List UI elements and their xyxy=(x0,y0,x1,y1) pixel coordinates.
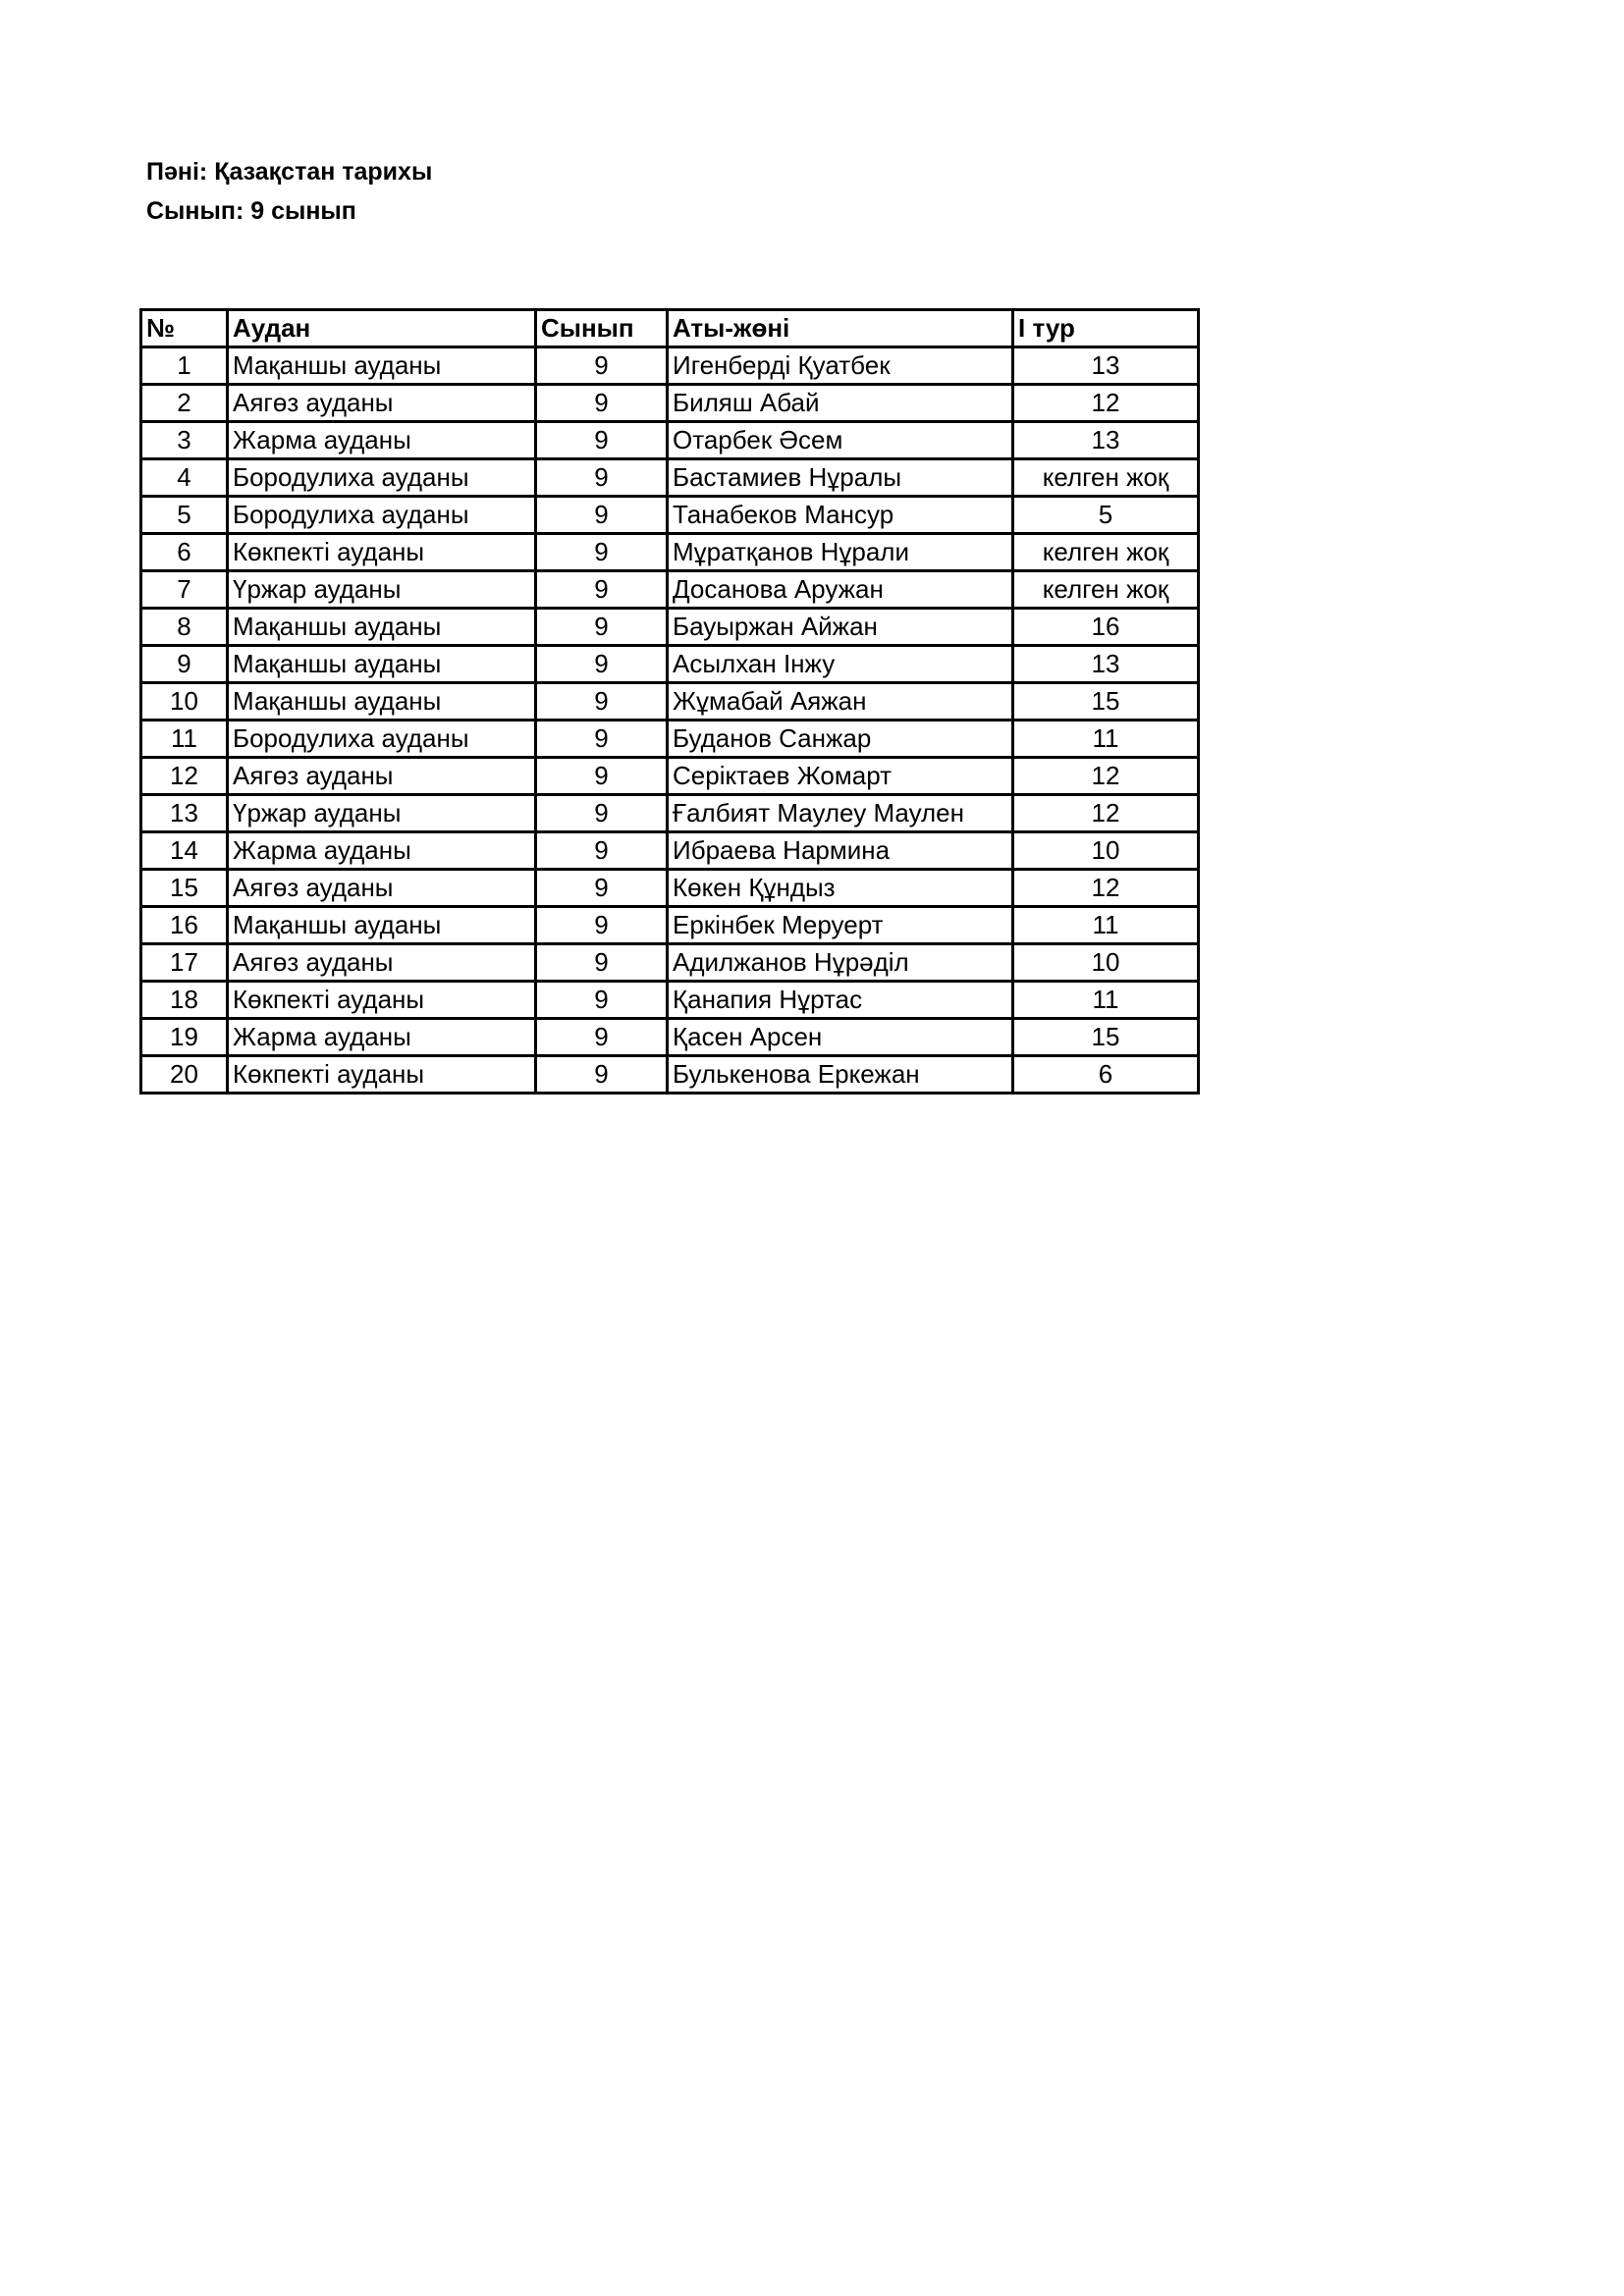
cell-tour1: 12 xyxy=(1013,758,1199,795)
column-header-number: № xyxy=(141,310,228,347)
cell-number: 8 xyxy=(141,609,228,646)
cell-district: Бородулиха ауданы xyxy=(228,497,536,534)
cell-tour1: 5 xyxy=(1013,497,1199,534)
cell-name: Мұратқанов Нұрали xyxy=(668,534,1013,571)
table-row xyxy=(141,534,1199,571)
results-table xyxy=(139,308,1200,1095)
cell-grade: 9 xyxy=(536,870,668,907)
table-row xyxy=(141,347,1199,385)
table-row xyxy=(141,646,1199,683)
cell-district: Мақаншы ауданы xyxy=(228,683,536,721)
cell-number: 9 xyxy=(141,646,228,683)
cell-district: Аягөз ауданы xyxy=(228,870,536,907)
cell-district: Мақаншы ауданы xyxy=(228,347,536,385)
cell-tour1: келген жоқ xyxy=(1013,459,1199,497)
cell-name: Игенберді Қуатбек xyxy=(668,347,1013,385)
table-row xyxy=(141,907,1199,944)
cell-number: 13 xyxy=(141,795,228,832)
column-header-name: Аты-жөні xyxy=(668,310,1013,347)
cell-district: Бородулиха ауданы xyxy=(228,459,536,497)
cell-grade: 9 xyxy=(536,534,668,571)
cell-district: Мақаншы ауданы xyxy=(228,646,536,683)
table-row xyxy=(141,497,1199,534)
table-body xyxy=(141,347,1199,1094)
column-header-tour1: I тур xyxy=(1013,310,1199,347)
cell-name: Досанова Аружан xyxy=(668,571,1013,609)
cell-number: 17 xyxy=(141,944,228,982)
table-row xyxy=(141,459,1199,497)
cell-number: 10 xyxy=(141,683,228,721)
cell-tour1: 12 xyxy=(1013,795,1199,832)
cell-district: Бородулиха ауданы xyxy=(228,721,536,758)
cell-tour1: 13 xyxy=(1013,422,1199,459)
cell-number: 3 xyxy=(141,422,228,459)
cell-name: Асылхан Інжу xyxy=(668,646,1013,683)
table-row xyxy=(141,1056,1199,1094)
table-row xyxy=(141,832,1199,870)
cell-grade: 9 xyxy=(536,683,668,721)
cell-name: Буданов Санжар xyxy=(668,721,1013,758)
cell-grade: 9 xyxy=(536,907,668,944)
cell-grade: 9 xyxy=(536,721,668,758)
cell-tour1: келген жоқ xyxy=(1013,571,1199,609)
cell-number: 11 xyxy=(141,721,228,758)
subject-line: Пәні: Қазақстан тарихы xyxy=(146,158,433,186)
cell-district: Жарма ауданы xyxy=(228,832,536,870)
table-row xyxy=(141,721,1199,758)
cell-tour1: келген жоқ xyxy=(1013,534,1199,571)
table-row xyxy=(141,422,1199,459)
cell-tour1: 12 xyxy=(1013,385,1199,422)
table-header xyxy=(141,310,1199,347)
cell-grade: 9 xyxy=(536,758,668,795)
cell-tour1: 15 xyxy=(1013,1019,1199,1056)
column-header-district: Аудан xyxy=(228,310,536,347)
cell-number: 2 xyxy=(141,385,228,422)
cell-number: 5 xyxy=(141,497,228,534)
cell-name: Адилжанов Нұрәділ xyxy=(668,944,1013,982)
cell-name: Биляш Абай xyxy=(668,385,1013,422)
cell-tour1: 6 xyxy=(1013,1056,1199,1094)
cell-name: Бауыржан Айжан xyxy=(668,609,1013,646)
cell-tour1: 11 xyxy=(1013,907,1199,944)
cell-grade: 9 xyxy=(536,571,668,609)
cell-district: Аягөз ауданы xyxy=(228,944,536,982)
cell-grade: 9 xyxy=(536,497,668,534)
cell-name: Серіктаев Жомарт xyxy=(668,758,1013,795)
cell-name: Еркінбек Меруерт xyxy=(668,907,1013,944)
cell-name: Танабеков Мансур xyxy=(668,497,1013,534)
cell-number: 19 xyxy=(141,1019,228,1056)
cell-tour1: 13 xyxy=(1013,646,1199,683)
table-row xyxy=(141,609,1199,646)
table-row xyxy=(141,385,1199,422)
cell-district: Үржар ауданы xyxy=(228,795,536,832)
cell-grade: 9 xyxy=(536,609,668,646)
cell-district: Жарма ауданы xyxy=(228,422,536,459)
cell-number: 7 xyxy=(141,571,228,609)
cell-district: Көкпекті ауданы xyxy=(228,982,536,1019)
cell-grade: 9 xyxy=(536,459,668,497)
cell-grade: 9 xyxy=(536,795,668,832)
cell-tour1: 15 xyxy=(1013,683,1199,721)
cell-grade: 9 xyxy=(536,982,668,1019)
cell-district: Мақаншы ауданы xyxy=(228,609,536,646)
cell-grade: 9 xyxy=(536,646,668,683)
column-header-grade: Сынып xyxy=(536,310,668,347)
table-row xyxy=(141,1019,1199,1056)
cell-number: 14 xyxy=(141,832,228,870)
cell-district: Жарма ауданы xyxy=(228,1019,536,1056)
cell-name: Ибраева Нармина xyxy=(668,832,1013,870)
cell-tour1: 13 xyxy=(1013,347,1199,385)
cell-tour1: 16 xyxy=(1013,609,1199,646)
table-row xyxy=(141,795,1199,832)
cell-name: Отарбек Әсем xyxy=(668,422,1013,459)
cell-number: 4 xyxy=(141,459,228,497)
cell-number: 18 xyxy=(141,982,228,1019)
cell-district: Аягөз ауданы xyxy=(228,385,536,422)
cell-district: Көкпекті ауданы xyxy=(228,534,536,571)
table-row xyxy=(141,982,1199,1019)
cell-number: 16 xyxy=(141,907,228,944)
cell-grade: 9 xyxy=(536,385,668,422)
cell-name: Ғалбият Маулеу Маулен xyxy=(668,795,1013,832)
cell-grade: 9 xyxy=(536,1056,668,1094)
cell-tour1: 11 xyxy=(1013,982,1199,1019)
cell-district: Аягөз ауданы xyxy=(228,758,536,795)
header-row xyxy=(141,310,1199,347)
cell-number: 12 xyxy=(141,758,228,795)
table-row xyxy=(141,683,1199,721)
cell-name: Қасен Арсен xyxy=(668,1019,1013,1056)
cell-number: 20 xyxy=(141,1056,228,1094)
cell-grade: 9 xyxy=(536,944,668,982)
table-row xyxy=(141,944,1199,982)
table-row xyxy=(141,571,1199,609)
cell-grade: 9 xyxy=(536,347,668,385)
cell-name: Жұмабай Аяжан xyxy=(668,683,1013,721)
cell-grade: 9 xyxy=(536,422,668,459)
cell-tour1: 11 xyxy=(1013,721,1199,758)
grade-line: Сынып: 9 сынып xyxy=(146,197,356,225)
table-row xyxy=(141,870,1199,907)
cell-tour1: 10 xyxy=(1013,944,1199,982)
document-header xyxy=(146,152,432,231)
cell-grade: 9 xyxy=(536,832,668,870)
cell-district: Мақаншы ауданы xyxy=(228,907,536,944)
cell-tour1: 12 xyxy=(1013,870,1199,907)
cell-tour1: 10 xyxy=(1013,832,1199,870)
table-row xyxy=(141,758,1199,795)
cell-name: Көкен Құндыз xyxy=(668,870,1013,907)
cell-number: 1 xyxy=(141,347,228,385)
cell-grade: 9 xyxy=(536,1019,668,1056)
cell-name: Бастамиев Нұралы xyxy=(668,459,1013,497)
cell-name: Булькенова Еркежан xyxy=(668,1056,1013,1094)
cell-number: 15 xyxy=(141,870,228,907)
cell-district: Көкпекті ауданы xyxy=(228,1056,536,1094)
cell-name: Қанапия Нұртас xyxy=(668,982,1013,1019)
cell-number: 6 xyxy=(141,534,228,571)
cell-district: Үржар ауданы xyxy=(228,571,536,609)
